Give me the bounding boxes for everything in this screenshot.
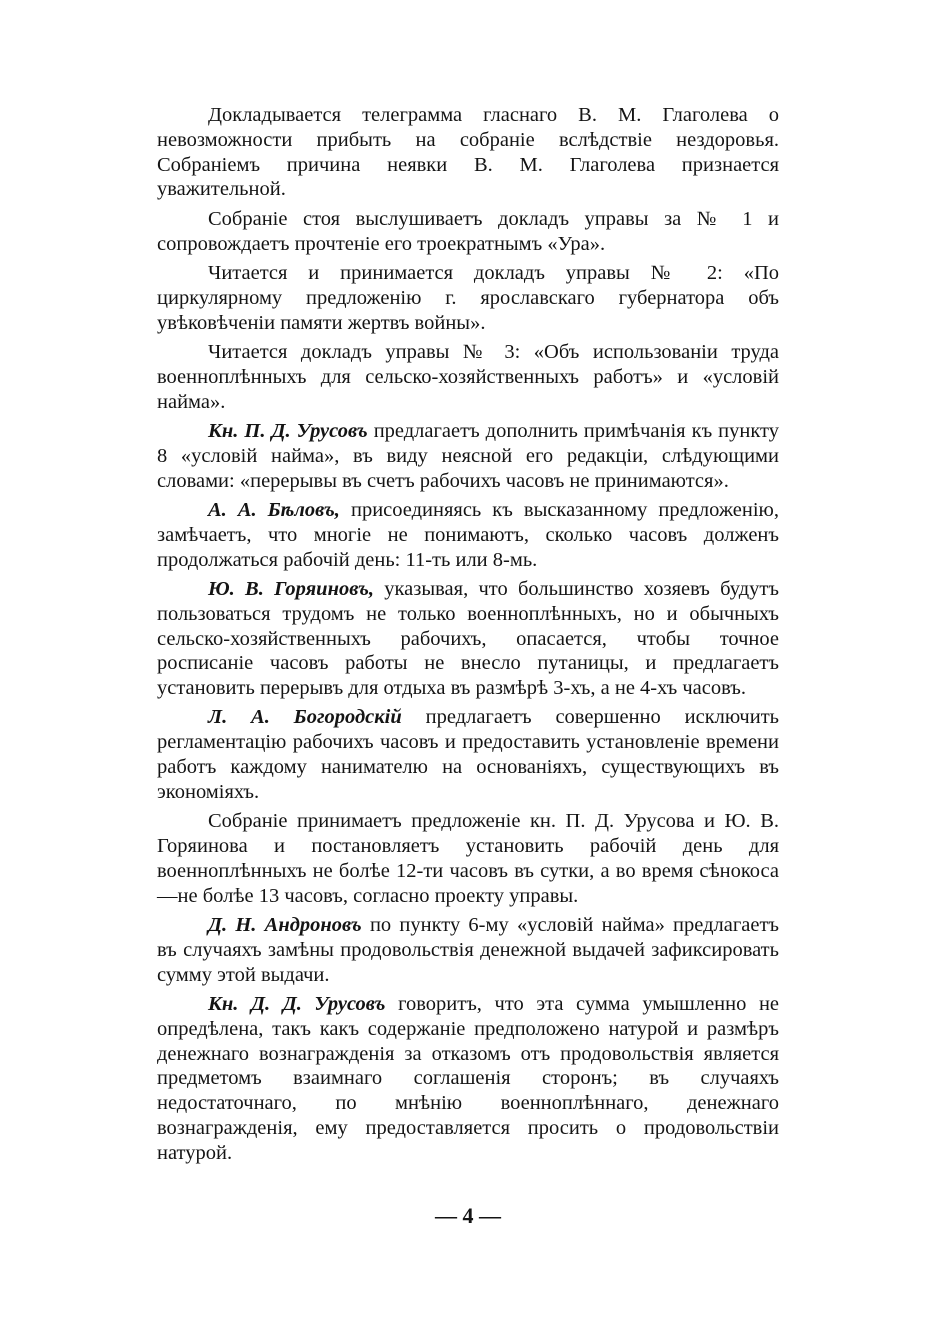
paragraph-goryainov (157, 577, 779, 701)
speaker-name: Л. А. Богородскій (208, 706, 402, 729)
paragraph-text: предлагаетъ совершенно исключить регламентацію рабочихъ часовъ и предоставить установленіе времени работъ каждому нанимателю на основаніяхъ, существующихъ въ экономіяхъ. (157, 706, 780, 803)
paragraph-text: Читается докладъ управы № 3: «Объ использованіи труда военноплѣнныхъ для сельско-хозяйственныхъ работъ» и «условій найма». (157, 340, 779, 413)
paragraph-urusov-d (157, 992, 779, 1166)
speaker-name: Д. Н. Андроновъ (208, 914, 362, 937)
page-number: — 4 — (435, 1203, 501, 1228)
speaker-name: Ю. В. Горяиновъ, (208, 577, 375, 600)
paragraph-resolution (157, 809, 779, 908)
paragraph-text: Собраніе принимаетъ предложеніе кн. П. Д. Урусова и Ю. В. Горяинова и постановляетъ установить рабочій день для военноплѣнныхъ не болѣе 12-ти часовъ въ сутки, а во время сѣнокоса—не болѣе 13 часовъ, согласно проекту управы. (157, 810, 779, 907)
speaker-name: Кн. Д. Д. Урусовъ (208, 993, 386, 1016)
speaker-name: Кн. П. Д. Урусовъ (208, 419, 368, 442)
paragraph-text: Собраніе стоя выслушиваетъ докладъ управы за № 1 и сопровождаетъ прочтеніе его троекратнымъ «Ура». (157, 207, 779, 255)
paragraph-telegram (157, 103, 779, 202)
paragraph-text: говоритъ, что эта сумма умышленно не опредѣлена, такъ какъ содержаніе предположено натурой и размѣръ денежнаго вознагражденія за отказомъ отъ продовольствія является предметомъ взаимнаго соглашенія сторонъ; въ случаяхъ недостаточнаго, по мнѣнію военноплѣннаго, денежнаго вознагражденія, ему предоставляется просить о продовольствіи натурой. (157, 993, 780, 1164)
paragraph-text: предлагаетъ дополнить примѣчанія къ пункту 8 «условій найма», въ виду неясной его редакціи, слѣдующими словами: «перерывы въ счетъ рабочихъ часовъ не принимаются». (157, 419, 779, 492)
paragraph-text: Читается и принимается докладъ управы № 2: «По циркулярному предложенію г. ярославскаго губернатора объ увѣковѣченіи памяти жертвъ войны». (157, 261, 779, 334)
paragraph-text: присоединяясь къ высказанному предложенію, замѣчаетъ, что многіе не понимаютъ, сколько часовъ долженъ продолжаться рабочій день: 11-ть или 8-мь. (157, 498, 779, 571)
paragraph-belov (157, 498, 779, 572)
paragraph-bogorodsky (157, 705, 779, 804)
paragraph-andronov (157, 913, 779, 987)
paragraph-urusov-p (157, 419, 779, 493)
paragraph-report-1 (157, 207, 779, 257)
paragraph-text: по пункту 6-му «условій найма» предлагаетъ въ случаяхъ замѣны продовольствія денежной выдачей зафиксировать сумму этой выдачи. (157, 914, 780, 986)
body-text (157, 103, 779, 1170)
paragraph-text: указывая, что большинство хозяевъ будутъ пользоваться трудомъ не только военноплѣнныхъ, но и обычныхъ сельско-хозяйственныхъ рабочихъ, опасается, чтобы точное росписаніе часовъ работы не внесло путаницы, и предлагаетъ установить перерывъ для отдыха въ размѣрѣ 3-хъ, а не 4-хъ часовъ. (157, 577, 779, 700)
paragraph-text: Докладывается телеграмма гласнаго В. М. Глаголева о невозможности прибыть на собраніе вслѣдствіе нездоровья. Собраніемъ причина неявки В. М. Глаголева признается уважительной. (157, 104, 779, 201)
paragraph-report-3 (157, 340, 779, 414)
speaker-name: А. А. Бѣловъ, (208, 498, 340, 521)
paragraph-report-2 (157, 261, 779, 335)
